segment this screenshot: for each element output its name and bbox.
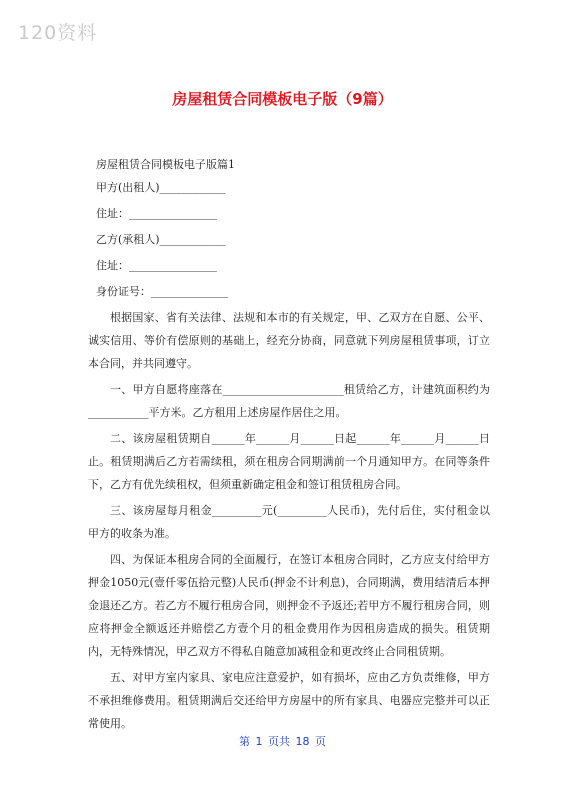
watermark: 120资料 [18, 22, 98, 44]
paragraph-clause-2: 二、该房屋租赁期自______年______月______日起______年______月______日止。租赁期满后乙方若需续租，须在租房合同期满前一个月通知甲方。在同等条件下，乙方有优先续租权，但须重新确定租金和签订租赁租房合同。 [88, 432, 490, 491]
paragraph-clause-4: 四、为保证本租房合同的全面履行，在签订本租房合同时，乙方应支付给甲方押金1050元(壹仟零伍拾元整)人民币(押金不计利息)，合同期满，费用结清后本押金退还乙方。若乙方不履行租房合同，则押金不予返还;若甲方不履行租房合同，则应将押金全额返还并赔偿乙方壹个月的租金费用作为因租房造成的损失。租赁期内，无特殊情况，甲乙双方不得私自随意加减租金和更改终止合同租赁期。 [88, 553, 490, 658]
document-body [88, 153, 490, 735]
paragraph-clause-3: 三、该房屋每月租金_________元(_________人民币)，先付后住，实付租金以甲方的收条为准。 [88, 504, 490, 540]
footer-total-pages: 18 [295, 735, 310, 748]
field-party-a: 甲方(出租人)____________ [96, 181, 226, 194]
document-title: 房屋租赁合同模板电子版（9篇） [172, 90, 393, 108]
field-address-b: 住址：________________ [96, 259, 217, 272]
field-party-b: 乙方(承租人)____________ [96, 233, 226, 246]
page-footer [0, 733, 565, 749]
footer-middle: 页共 [268, 735, 290, 748]
paragraph-clause-5: 五、对甲方室内家具、家电应注意爱护，如有损坏，应由乙方负责维修，甲方不承担维修费用。租赁期满后交还给甲方房屋中的所有家具、电器应完整并可以正常使用。 [88, 671, 490, 730]
footer-page-number: 1 [255, 735, 263, 748]
field-address-a: 住址：________________ [96, 207, 217, 220]
footer-prefix: 第 [239, 735, 250, 748]
section-heading: 房屋租赁合同模板电子版篇1 [96, 158, 235, 171]
footer-suffix: 页 [315, 735, 326, 748]
paragraph-preamble: 根据国家、省有关法律、法规和本市的有关规定，甲、乙双方在自愿、公平、诚实信用、等价有偿原则的基础上，经充分协商，同意就下列房屋租赁事项，订立本合同，并共同遵守。 [88, 311, 490, 370]
field-id-number: 身份证号：______________ [96, 285, 228, 298]
paragraph-clause-1: 一、甲方自愿将座落在______________________租赁给乙方，计建筑面积约为___________平方米。乙方租用上述房屋作居住之用。 [88, 383, 490, 419]
